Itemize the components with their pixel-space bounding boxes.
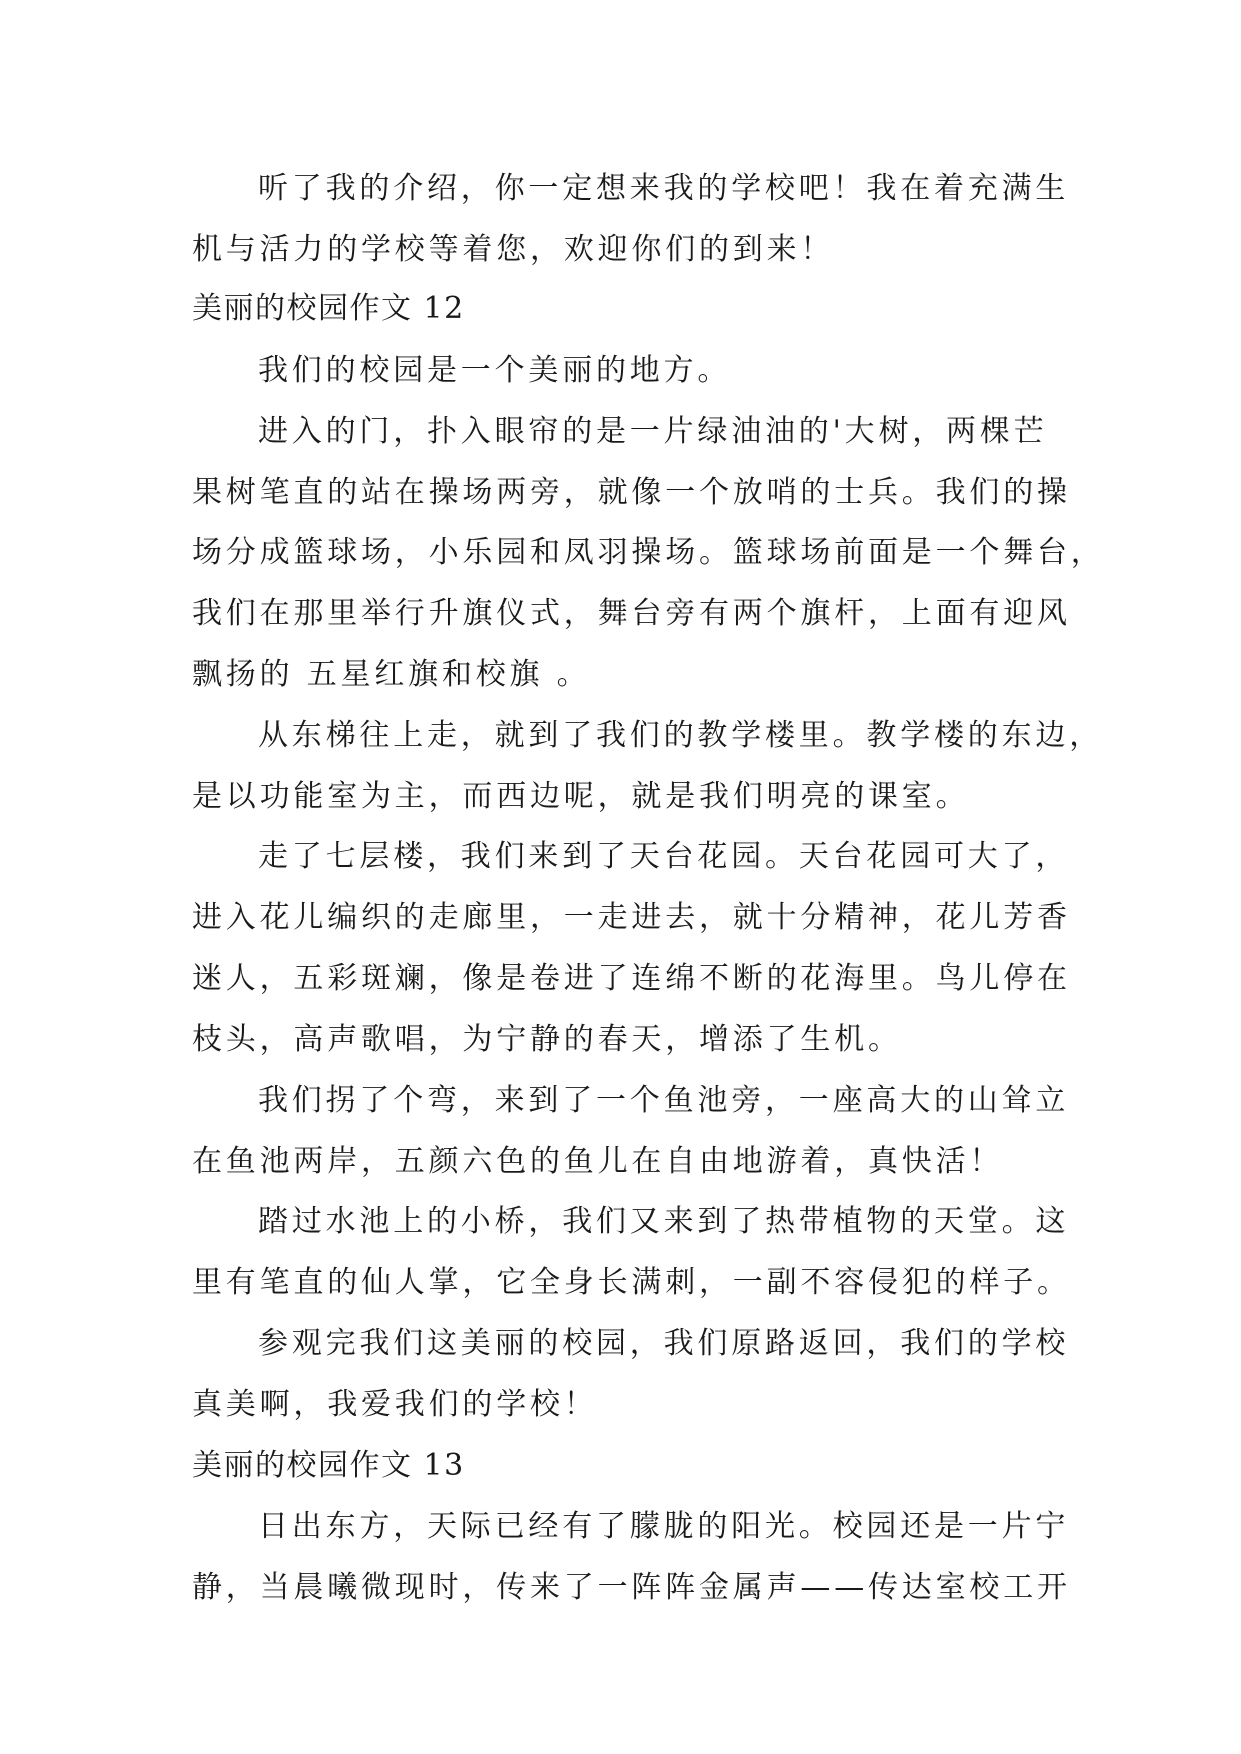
paragraph-line: 进入的门，扑入眼帘的是一片绿油油的'大树，两棵芒 (258, 414, 1048, 449)
paragraph-line: 我们的校园是一个美丽的地方。 (258, 353, 732, 388)
paragraph-line: 踏过水池上的小桥，我们又来到了热带植物的天堂。这 (258, 1204, 1070, 1239)
paragraph-line: 果树笔直的站在操场两旁，就像一个放哨的士兵。我们的操 (192, 475, 1071, 510)
section-heading: 美丽的校园作文 12 (192, 291, 465, 326)
paragraph-line: 静，当晨曦微现时，传来了一阵阵金属声——传达室校工开 (192, 1570, 1071, 1605)
paragraph-line: 场分成篮球场，小乐园和凤羽操场。篮球场前面是一个舞台， (192, 535, 1105, 570)
paragraph-line: 是以功能室为主，而西边呢，就是我们明亮的课室。 (192, 779, 970, 814)
paragraph-line: 我们拐了个弯，来到了一个鱼池旁，一座高大的山耸立 (258, 1083, 1070, 1118)
paragraph-line: 在鱼池两岸，五颜六色的鱼儿在自由地游着，真快活！ (192, 1144, 1004, 1179)
paragraph-line: 日出东方，天际已经有了朦胧的阳光。校园还是一片宁 (258, 1509, 1070, 1544)
paragraph-line: 听了我的介绍，你一定想来我的学校吧！我在着充满生 (258, 171, 1070, 206)
paragraph-line: 参观完我们这美丽的校园，我们原路返回，我们的学校 (258, 1326, 1070, 1361)
paragraph-line: 走了七层楼，我们来到了天台花园。天台花园可大了， (258, 839, 1070, 874)
paragraph-line: 我们在那里举行升旗仪式，舞台旁有两个旗杆，上面有迎风 (192, 596, 1071, 631)
paragraph-line: 机与活力的学校等着您，欢迎你们的到来！ (192, 232, 835, 267)
paragraph-line: 真美啊，我爱我们的学校！ (192, 1387, 598, 1422)
paragraph-line: 进入花儿编织的走廊里，一走进去，就十分精神，花儿芳香 (192, 900, 1071, 935)
paragraph-line: 枝头，高声歌唱，为宁静的春天，增添了生机。 (192, 1022, 902, 1057)
paragraph-line: 里有笔直的仙人掌，它全身长满刺，一副不容侵犯的样子。 (192, 1265, 1071, 1300)
paragraph-line: 飘扬的 五星红旗和校旗 。 (192, 657, 591, 692)
paragraph-line: 迷人，五彩斑斓，像是卷进了连绵不断的花海里。鸟儿停在 (192, 961, 1071, 996)
section-heading: 美丽的校园作文 13 (192, 1448, 465, 1483)
paragraph-line: 从东梯往上走，就到了我们的教学楼里。教学楼的东边， (258, 718, 1103, 753)
